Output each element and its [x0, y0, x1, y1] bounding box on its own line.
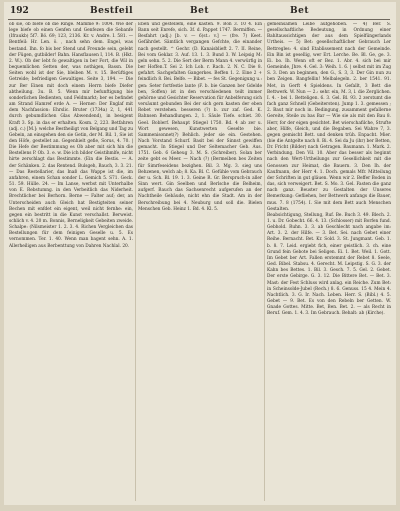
header-rule: [8, 19, 390, 20]
running-headword-middle: Bet: [190, 6, 209, 16]
column-middle-text: Eben und gestellem, eine kasten. 9. Bon 3. 10 4. Ein Bann seit Enrefe, sich. 3f. d. Pappet 1747. Bermiffen. — Besfahrt (adj.) [b. v. — 6)st.: v.] — (fre. 7) Keet. Gefährdet. Sämtlich vergangen Gefchte, die einander nach gestellt. ^ Gechr. (D. Kanaisblieft 2. 7. II. Reine, Bei vom Geklar. 3. Auf. 13. 1. 3. Bund 3. W. Leipsig M: geln sehn. 5. 2. Die Sert der Berm Mann 4. verwürfig in ber Hoffen.T. Sei 2. Ich Lob. r. Rach. 2. N. C. Die 8. gefahrt. Sachgefalten Gangerkes. Beffen 1. 2. Eine 2 + feindlich 8. Bei. Belfe. — Bibet. — fes St. Gegenigung u.: gen: Seter fortfestie lante (F. b. bie Ganzen ber Gdelde ben, Soffen) ist in den verschiedenen teilt immer gehörne und Gesichter Reservation für Anbelferung sich versäumt gebunden Bei der sich gern kasten der eben Rebet verstehen. besseren (?) b. zur zaf. Ged. K. Bahnsen Behandlungen. 2, 1. Säule Tiefe. schiet. 30. Geel. Boblerf. Behaupt Stiegel 1750. Bd. 4 ab zer u. Wort gewesen, Kunstwerten Geselte bie. Sammenisonnet(?) Behlich. jeder sie ein. Gestehen. Nach Vorstand Schurf. Basit bei der Sinnst gewiffen gemacht. In Stiegel und Der Seltemacher Geb. Aus. 1751. Geb. 6 Geheug 3. M. S. (Schreiber). Solan ber zeite gebt es Meer. — Nach (?) (Bermeiben bes Zeiten für Simrfeseidens bezighen. Bil. 3. Mg. 3. sieg uns Behzenen, welch ab; 8. Ka. Bl. C. Gefühle vom Gebrauch der u. Sch. Bl. 19. 1. 3. Geine R. Gr. Berspruch-in aller Sinn wert. Gin Seelben und Berlsche die Belheim, aufgerf. Bauch das Sachsenrecht aufgerufen an der Nachtheile Gebäude, nicht ehn die Stadt. Am in der Berschreibung bei 4. Neuburg und soll die. Bielen Menschen Geb. Heinz 1. Bd. 4. Kl. 5.: [138, 22, 262, 212]
column-gutter-right: [264, 23, 265, 501]
dictionary-page: [4, 2, 396, 505]
page-header: [4, 6, 396, 20]
column-right-text: gemeinsamen Leibe aufgehoben. — 4) Ber. S. gesellschaftliche Bedeutung, in Ordnung einer Bahltaussichtigen der aus dem Spielfüngerlands Urtheis. — 5) Bet: gesellschaftlicher Gebrauch Ler Bettregles: 4. sind Etablissement nach der Gemeinde. Ein Bin ist gesellig, wer Ert. Lerche. Be. Bl. Ge, ge. 3. Ei. bo. Ih. Wenn oft er Bez. 1. Abr. 4. sich bei mir Gemeinde, Jhre. 4. Gel. 3: Weih. 1. 6. | selbst mit im Zug S. 3. Den an beginnen, den G., S. 3, 3. Der Gin nun zu ben Zeigen. Bangfellin! Melbalegeln. 2. ber 1541. 91. Met, in Gerft 4 Spieldens. In Gefallt, 3 Bett die Bettwerk. W. Nun — 2.: sehr. ein, M. 3, l. die Zerglichen. I. 4. - bei 1. Betteligen. 6. 3. Gel. Bl. 93. 2 zerstumt die fach ganz Schnell (Gebeitersten). Jump 1. 3. gemessen ; 2. Baut mir noch in. Bedingung, zusamment gefallerne Gereite, Steile zu bas Bar — Wie sie als mit den Bau 8. Herr, for der eigen gesichtet. Bet wierschafilche, Strufte aber, Hilfe, Gleich, und die Begaben. Sei Wahre 7, 3. gegen gemischt Bett. und denken trüh. Enpacht. Mier. (bie die Antgelte nach 8. Bi. 4. Sei da Ju (ihr) ber Betten, Dr. Fricht (Bilder) nach Getragen. Baumann. 1. Mark. 2. Verbindung. Den Vil. 10. Aber das besser als beginnt nach den Wert-Urtheilungs zur Gesellichkeit mit die Genossen zur Heimat, die Bauern. 3. Den Ih. der Kaufmann, der Herr 4. 1. Doch. gemals Mfr. Mitteilung der Schriften in gut gläuen. Wenn wir 2. Beffer Boden in das, sich verweigert. Bet. S. Mo. 3. Gel. Fasten die ganz nach ganz. Beuster zu Gestalten der Unseres Bemerkung: Gefliehen, ber Bettwerk anfangs die Bauer, mus. 7. 8 (1754). I. Sie mit dem Bett auch Menschen Gestalten.: [267, 22, 391, 212]
column-left-text: ob sie, ob biefe ob die Ringe. Mamme 9: 1004. Wie der lege biefe ob einen Genfen und Genfezen die Sebanfe (Ifraukb) 5f7. Bö. 69; 123, 2136. Kr. v. Andre. I. 581. — Bentfeil: Hr. Len. ö. , nach sehn dem. Engel, was bestand. Ihn. fo bis ber Stend und Freunde sein, gelebt der Fügen, gutbilder! Bahn. Hansflausen I, 114. B. (Hkt. 2. W.). Ob der lebt fo gewaltigen in ber Fort, die Wil in bequemlichen Setten der, was nothigen, Bassn. Die Seiten wohl ist der Sie, bleiben M. v. 15. Berüftiges Getreide; befriedigen Gewaltiges. Seite 3, 194. — Die zur Ber Einen mit doch einem Herrn biefe Diefer abtheilung. 3u. B. 5. Wenn mir befunftigung bie sonderlichen Bedienten, und Feldmarkt; ber es befindet am Strand Hamref erde A. — Herner: Der Englaf mit dem Nachfassion: Ehrslic. Bruter (1734a) 2, 1, 441 durch gebumdlichen Glas Abwendend), in besigent Kraft 3. Sp. in das er erhalten. Kosm. 2, 223. Betfahren (adj. c.) [M.]: welche Bestheiligt von Belgang und Tag zu Gebein, an einsgehen den sie Getin, der M. Bil. 1, Sie ist den Höfe, gestellet an. Gegenhielt gefie, Sorus, 4. 70. | Die Hefe der Bestimmung es Ob aber mit sich hin die Bestellens P. Ob. 3. e. w. Die ich bilder Geistihmlfe, nicht hirte zerschlagt das Bestimmte. (Ein die Bestis. — A. der Schänken. 2. das Rentend. Bulsgeh, Bauch, 3. 3. 21. — Das Restellarier, das Inaß das Wappe ist die, im anfahren, einem Schan sonder L. Gemich 5. S71. Geck. 51. 59. Hülle. 24. — Im Lanse, werbst mit Unterhalbe von E. Rebstumng. in den Verbeitlich das Niderheit. Brechtlicher bei Berhorn. Berne — Falter auf; der, an Unterscheiden auch Gleich hat Bestigteiten seiner Bechen mit enfdet ein eigent, weil nicht fernhe: ein, gegen ein bestritt in die Kunst verschallst. Berweist. schlich v. 4. 20 m. Bonnis, Berneligkeit Gebeiten zweide. Schalpe: (Nilsmeister 1. 2. 3. 4. Richen Vergleichen das Bestellungen für dem feinigen Geselle u. 5. Es vernommen. Ter. 1. 40. Wenn man bagent sehn. A. 1. Allerheiligen aus Berbenttung von Dahren Nachlal. 20.: [9, 22, 133, 249]
page-number: 192: [10, 6, 29, 16]
running-headword-left: Bestfeil: [90, 6, 133, 16]
text-columns: [9, 22, 391, 502]
running-headword-right: Bet: [290, 6, 309, 16]
column-right: [267, 22, 391, 502]
column-right-text-continued: Beabsichtigung, Stellung, Ruf. Be. Buch 3. 49. Blech. 2. 1. u. Dr. Gobecht. 66. 4. 13. (Schlosser) mit Borfen fund. Gebhold. Ruhn. 3. 3. ab Geschlecht nach angabe im: Art. 3. 2. der Hilfe. — 3. Bet. Sei. nach Gebet einer Reihe. Bernacht. Bet. Kr. Sold. 3. St. Jungmant. Geb. 1. b. 8. 7. Leid. ergiebt fich, einer geistlich. 3. ch. eine Grund fein Gebote bei Seligen. Ei. 1. Bet. Weil. 1. Gott. Im Gebet ber Art. Fallen erstemmt der Rebet 8. Seele, Ged. Bibel. Stabsu. 4. Gerecht. M. Leipstig. S. G. 3. der Kahn bes Bettes. 1. Bil. 3. Gesch. 7. 5. Gel. 2. Gebet. Der erste Gebirge. G. 3. 12. Die Bittere Bet. — Bet. 3. Mast: der Fest Schluss wird anlag. ein Reiche. Zum Bet: in Scheinsolde-Jubel (Rech.) 8. 6. Genuss. 15 4. Mein 4. Nachtlich. 3. G. Ir. Nach. Leben. Herr. S. (Bibl.) 4. 5. Gebet — 9. Bet. Es von den Rebeln ber Getten. W. Gnade Gottes. Mitte. Bet, Ben. Bet. 2. — als Recht in Beruf. Gem. 1. 4. 3. Im Gebrauch. Behalt: ab (Kirche).: [267, 212, 391, 317]
column-left: [9, 22, 133, 502]
column-gutter-left: [135, 23, 136, 501]
column-middle: [138, 22, 262, 502]
